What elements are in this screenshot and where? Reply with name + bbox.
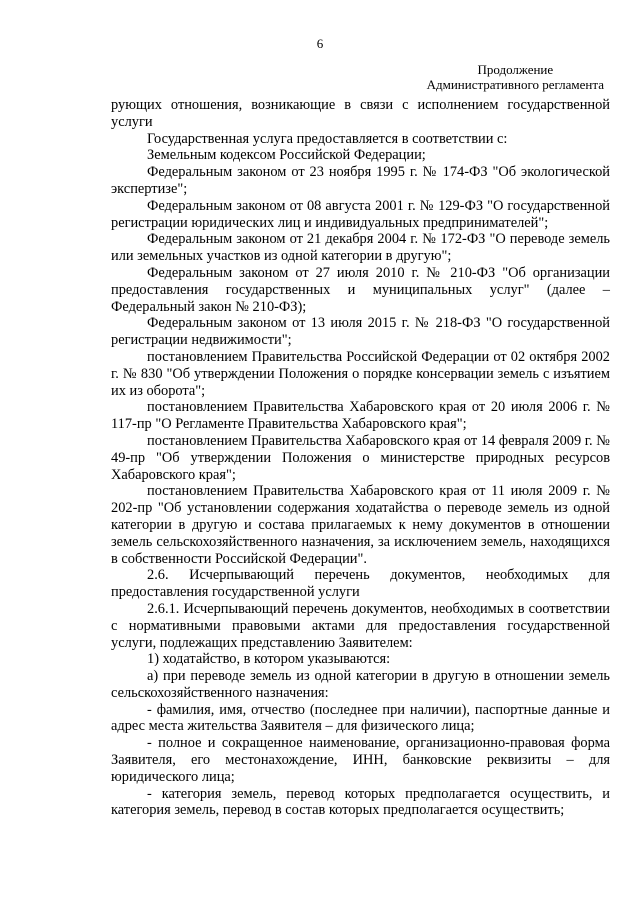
paragraph: Федеральным законом от 21 декабря 2004 г. № 172-ФЗ "О переводе земель или земельных участков из одной категории в другую"; bbox=[111, 231, 610, 265]
paragraph: Федеральным законом от 13 июля 2015 г. № 218-ФЗ "О государственной регистрации недвижимости"; bbox=[111, 315, 610, 349]
list-item: - фамилия, имя, отчество (последнее при наличии), паспортные данные и адрес места жительства Заявителя – для физического лица; bbox=[111, 701, 610, 735]
running-header bbox=[427, 62, 604, 92]
paragraph: постановлением Правительства Хабаровского края от 14 февраля 2009 г. № 49-пр "Об утверждении Положения о министерстве природных ресурсов Хабаровского края"; bbox=[111, 432, 610, 483]
paragraph: постановлением Правительства Хабаровского края от 11 июля 2009 г. № 202-пр "Об установлении содержания ходатайства о переводе земель из одной категории в другую и состава прилагаемых к нему документов в отношении земель сельскохозяйственного назначения, за исключением земель, находящихся в собственности Российской Федерации". bbox=[111, 483, 610, 567]
paragraph: Государственная услуга предоставляется в соответствии с: bbox=[147, 130, 508, 147]
paragraph: Федеральным законом от 08 августа 2001 г. № 129-ФЗ "О государственной регистрации юридических лиц и индивидуальных предпринимателей"; bbox=[111, 197, 610, 231]
section-heading: 2.6. Исчерпывающий перечень документов, необходимых для предоставления государственной услуги bbox=[111, 567, 610, 601]
list-item: а) при переводе земель из одной категории в другую в отношении земель сельскохозяйственного назначения: bbox=[111, 668, 610, 701]
list-item: - полное и сокращенное наименование, организационно-правовая форма Заявителя, его местонахождение, ИНН, банковские реквизиты – для юридического лица; bbox=[111, 735, 610, 785]
paragraph: постановлением Правительства Хабаровского края от 20 июля 2006 г. № 117-пр "О Регламенте Правительства Хабаровского края"; bbox=[111, 399, 610, 433]
paragraph: Земельным кодексом Российской Федерации; bbox=[147, 147, 426, 164]
paragraph: 2.6.1. Исчерпывающий перечень документов, необходимых в соответствии с нормативными правовыми актами для предоставления государственной услуги, подлежащих представлению Заявителем: bbox=[111, 600, 610, 651]
header-line-regulation: Административного регламента bbox=[426, 77, 604, 92]
list-item: 1) ходатайство, в котором указываются: bbox=[147, 651, 391, 668]
paragraph: Федеральным законом от 27 июля 2010 г. № 210-ФЗ "Об организации предоставления государственных и муниципальных услуг" (далее – Федеральный закон № 210-ФЗ); bbox=[111, 264, 610, 315]
paragraph: постановлением Правительства Российской Федерации от 02 октября 2002 г. № 830 "Об утверждении Положения о порядке консервации земель с изъятием их из оборота"; bbox=[111, 348, 610, 399]
paragraph: Федеральным законом от 23 ноября 1995 г. № 174-ФЗ "Об экологической экспертизе"; bbox=[111, 164, 610, 197]
paragraph: рующих отношения, возникающие в связи с исполнением государственной услуги bbox=[111, 97, 610, 130]
document-body bbox=[111, 97, 610, 819]
list-item: - категория земель, перевод которых предполагается осуществить, и категория земель, перевод в состав которых предполагается осуществить; bbox=[111, 785, 610, 819]
page-number: 6 bbox=[316, 36, 324, 51]
header-line-continuation: Продолжение bbox=[477, 62, 554, 77]
